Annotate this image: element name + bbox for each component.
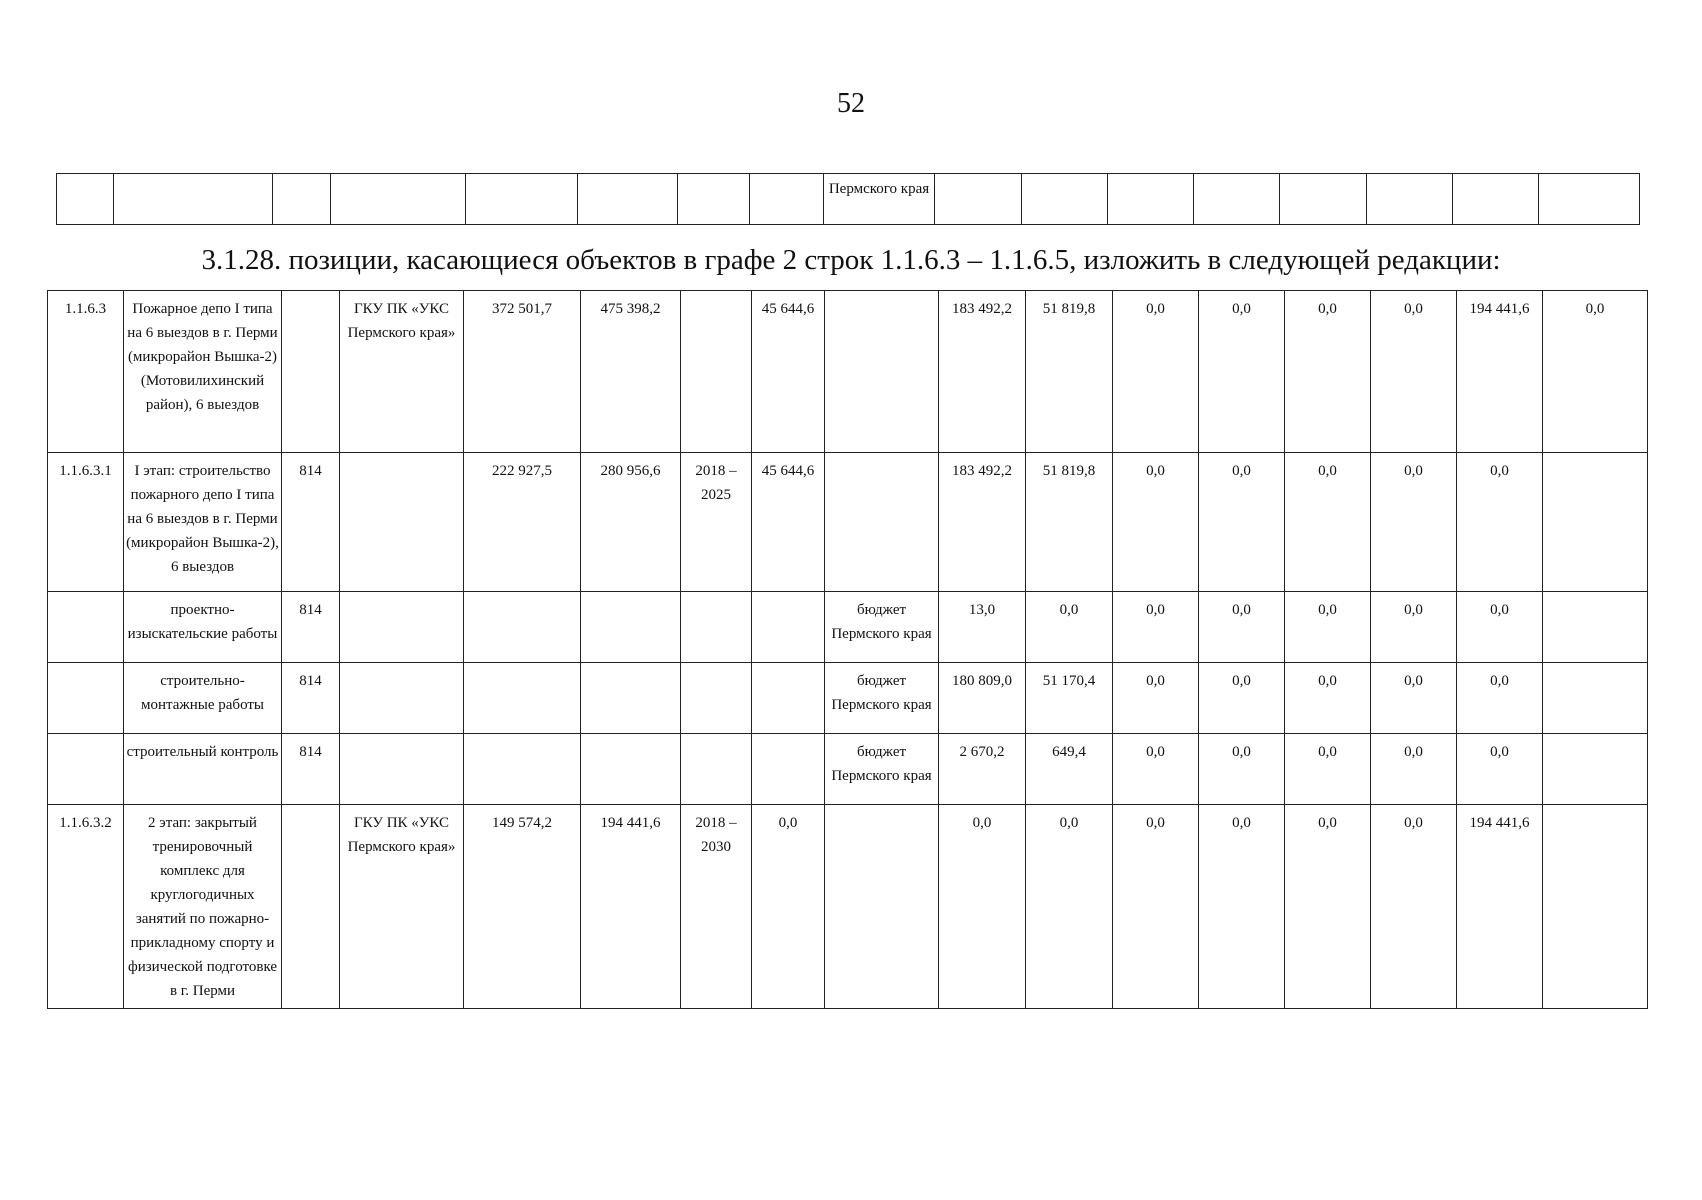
table-cell bbox=[1194, 174, 1280, 225]
table-cell bbox=[1543, 805, 1648, 1009]
table-cell bbox=[1022, 174, 1108, 225]
table-cell: 0,0 bbox=[1457, 663, 1543, 734]
object-name-cell: строительный контроль bbox=[124, 734, 282, 805]
table-cell bbox=[114, 174, 273, 225]
table-cell bbox=[678, 174, 750, 225]
table-cell: 0,0 bbox=[1113, 734, 1199, 805]
table-cell bbox=[825, 453, 939, 592]
object-name-cell: 2 этап: закрытый тренировочный комплекс для круглогодичных занятий по пожарно-прикладному спорту и физической подготовке в г. Перми bbox=[124, 805, 282, 1009]
table-cell bbox=[464, 592, 581, 663]
row-code-cell: 1.1.6.3.1 bbox=[48, 453, 124, 592]
table-cell: 0,0 bbox=[1371, 291, 1457, 453]
table-cell bbox=[825, 291, 939, 453]
object-name-cell: проектно-изыскательские работы bbox=[124, 592, 282, 663]
table-cell bbox=[1543, 453, 1648, 592]
table-cell: 814 bbox=[282, 663, 340, 734]
table-cell bbox=[1539, 174, 1640, 225]
table-cell: 814 bbox=[282, 734, 340, 805]
table-cell: Пермского края bbox=[824, 174, 935, 225]
table-cell bbox=[752, 592, 825, 663]
table-cell: 2018 – 2030 bbox=[681, 805, 752, 1009]
table-cell bbox=[282, 291, 340, 453]
table-cell: 0,0 bbox=[1371, 805, 1457, 1009]
table-cell: 280 956,6 bbox=[581, 453, 681, 592]
table-cell bbox=[340, 734, 464, 805]
table-cell: 0,0 bbox=[1199, 663, 1285, 734]
table-cell bbox=[681, 592, 752, 663]
table-cell: 0,0 bbox=[1371, 453, 1457, 592]
table-cell: 194 441,6 bbox=[581, 805, 681, 1009]
page-number: 52 bbox=[837, 88, 865, 119]
table-cell: 0,0 bbox=[1199, 592, 1285, 663]
table-cell: 45 644,6 bbox=[752, 291, 825, 453]
table-cell: 0,0 bbox=[1113, 663, 1199, 734]
table-cell: 149 574,2 bbox=[464, 805, 581, 1009]
table-cell: 0,0 bbox=[1285, 805, 1371, 1009]
row-code-cell bbox=[48, 734, 124, 805]
table-cell bbox=[752, 663, 825, 734]
table-cell: 0,0 bbox=[1457, 453, 1543, 592]
table-cell: 51 819,8 bbox=[1026, 453, 1113, 592]
table-cell: 0,0 bbox=[1285, 734, 1371, 805]
table-cell bbox=[282, 805, 340, 1009]
table-cell bbox=[57, 174, 114, 225]
table-cell: 0,0 bbox=[1457, 592, 1543, 663]
table-cell bbox=[935, 174, 1022, 225]
table-cell bbox=[1367, 174, 1453, 225]
table-cell: 183 492,2 bbox=[939, 291, 1026, 453]
table-cell: бюджет Пермского края bbox=[825, 734, 939, 805]
table-cell: бюджет Пермского края bbox=[825, 663, 939, 734]
table-row bbox=[57, 174, 1640, 225]
table-cell: 0,0 bbox=[1113, 453, 1199, 592]
table-cell bbox=[331, 174, 466, 225]
table-cell: 0,0 bbox=[1113, 592, 1199, 663]
amendment-heading: 3.1.28. позиции, касающиеся объектов в графе 2 строк 1.1.6.3 – 1.1.6.5, изложить в следующей редакции: bbox=[201, 244, 1501, 276]
table-cell: 475 398,2 bbox=[581, 291, 681, 453]
table-cell: 649,4 bbox=[1026, 734, 1113, 805]
table-cell: бюджет Пермского края bbox=[825, 592, 939, 663]
table-cell: 180 809,0 bbox=[939, 663, 1026, 734]
row-code-cell: 1.1.6.3 bbox=[48, 291, 124, 453]
table-cell: 51 819,8 bbox=[1026, 291, 1113, 453]
table-cell bbox=[340, 453, 464, 592]
table-row bbox=[48, 663, 1648, 734]
table-cell bbox=[466, 174, 578, 225]
objects-table bbox=[47, 290, 1648, 1009]
row-code-cell bbox=[48, 592, 124, 663]
table-cell: 194 441,6 bbox=[1457, 291, 1543, 453]
table-cell bbox=[464, 734, 581, 805]
table-cell: ГКУ ПК «УКС Пермского края» bbox=[340, 291, 464, 453]
table-cell bbox=[581, 592, 681, 663]
table-cell: 0,0 bbox=[1199, 734, 1285, 805]
table-cell: 814 bbox=[282, 592, 340, 663]
table-cell: 0,0 bbox=[1371, 592, 1457, 663]
row-code-cell bbox=[48, 663, 124, 734]
table-cell bbox=[1543, 663, 1648, 734]
table-cell: 13,0 bbox=[939, 592, 1026, 663]
table-cell: 0,0 bbox=[1543, 291, 1648, 453]
table-cell bbox=[1108, 174, 1194, 225]
table-cell bbox=[1280, 174, 1367, 225]
table-cell bbox=[1543, 592, 1648, 663]
object-name-cell: I этап: строительство пожарного депо I типа на 6 выездов в г. Перми (микрорайон Вышка-2), 6 выездов bbox=[124, 453, 282, 592]
table-cell: 0,0 bbox=[1199, 453, 1285, 592]
table-cell bbox=[581, 663, 681, 734]
row-code-cell: 1.1.6.3.2 bbox=[48, 805, 124, 1009]
table-cell bbox=[581, 734, 681, 805]
table-cell bbox=[825, 805, 939, 1009]
table-cell bbox=[681, 291, 752, 453]
table-cell bbox=[681, 663, 752, 734]
table-cell bbox=[273, 174, 331, 225]
table-cell: 0,0 bbox=[1026, 592, 1113, 663]
table-cell: 0,0 bbox=[1371, 663, 1457, 734]
table-row bbox=[48, 453, 1648, 592]
table-cell: 194 441,6 bbox=[1457, 805, 1543, 1009]
table-cell bbox=[750, 174, 824, 225]
table-cell: 2 670,2 bbox=[939, 734, 1026, 805]
table-cell: 45 644,6 bbox=[752, 453, 825, 592]
table-cell: 0,0 bbox=[1285, 592, 1371, 663]
table-cell: 372 501,7 bbox=[464, 291, 581, 453]
table-cell: 0,0 bbox=[1113, 291, 1199, 453]
table-cell bbox=[578, 174, 678, 225]
table-cell: 183 492,2 bbox=[939, 453, 1026, 592]
table-cell: 0,0 bbox=[1199, 805, 1285, 1009]
table-cell: 0,0 bbox=[1371, 734, 1457, 805]
table-row bbox=[48, 734, 1648, 805]
table-cell: 0,0 bbox=[1199, 291, 1285, 453]
table-cell: 0,0 bbox=[1026, 805, 1113, 1009]
table-cell: 222 927,5 bbox=[464, 453, 581, 592]
table-cell: ГКУ ПК «УКС Пермского края» bbox=[340, 805, 464, 1009]
table-cell: 0,0 bbox=[1285, 663, 1371, 734]
table-cell: 0,0 bbox=[1113, 805, 1199, 1009]
table-cell bbox=[464, 663, 581, 734]
object-name-cell: Пожарное депо I типа на 6 выездов в г. Перми (микрорайон Вышка-2) (Мотовилихинский район), 6 выездов bbox=[124, 291, 282, 453]
table-cell: 814 bbox=[282, 453, 340, 592]
table-cell: 51 170,4 bbox=[1026, 663, 1113, 734]
table-cell: 0,0 bbox=[1285, 453, 1371, 592]
table-row bbox=[48, 291, 1648, 453]
table-cell: 2018 – 2025 bbox=[681, 453, 752, 592]
table-row bbox=[48, 592, 1648, 663]
table-row bbox=[48, 805, 1648, 1009]
table-cell bbox=[752, 734, 825, 805]
table-cell: 0,0 bbox=[1457, 734, 1543, 805]
previous-table-fragment bbox=[56, 173, 1640, 225]
table-cell: 0,0 bbox=[752, 805, 825, 1009]
table-cell: 0,0 bbox=[1285, 291, 1371, 453]
table-cell bbox=[681, 734, 752, 805]
object-name-cell: строительно-монтажные работы bbox=[124, 663, 282, 734]
table-cell bbox=[1453, 174, 1539, 225]
table-cell bbox=[340, 592, 464, 663]
table-cell bbox=[1543, 734, 1648, 805]
table-cell bbox=[340, 663, 464, 734]
table-cell: 0,0 bbox=[939, 805, 1026, 1009]
